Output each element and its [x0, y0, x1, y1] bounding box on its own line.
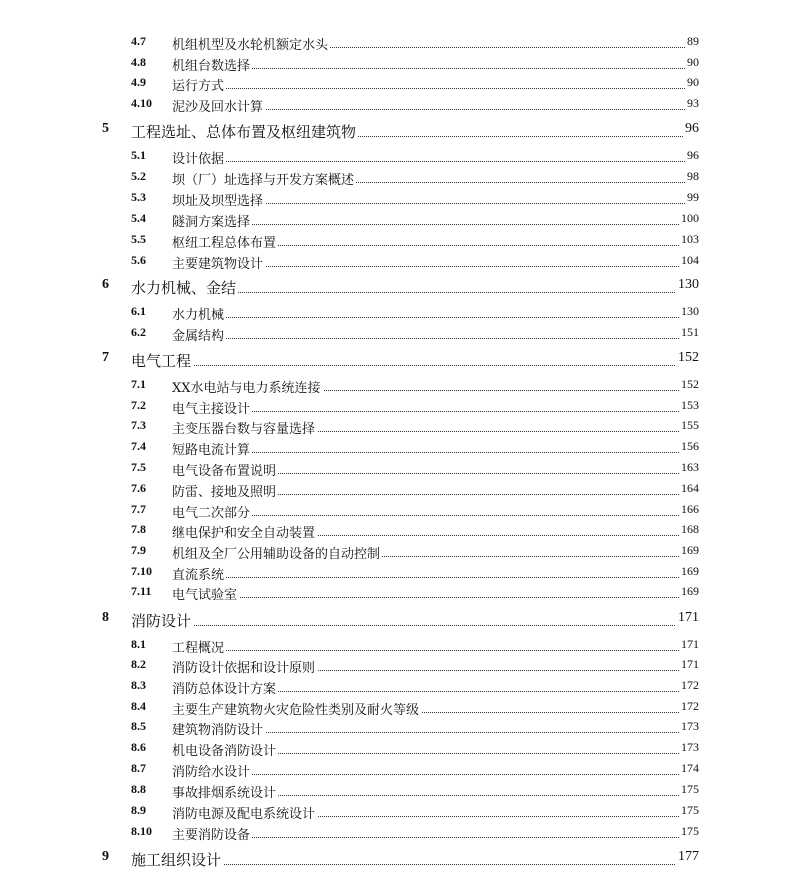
- toc-section-entry[interactable]: [0, 543, 795, 562]
- toc-entry-page-number: 152: [678, 350, 699, 365]
- toc-section-entry[interactable]: [0, 740, 795, 759]
- toc-entry-title: 消防设计依据和设计原则: [172, 657, 317, 676]
- toc-entry-page-number: 169: [681, 543, 699, 557]
- toc-entry-title: 事故排烟系统设计: [172, 782, 278, 801]
- toc-entry-page-number: 175: [681, 824, 699, 838]
- toc-chapter-entry[interactable]: [0, 277, 795, 295]
- toc-entry-number: 7.5: [131, 460, 146, 474]
- toc-entry-page-number: 175: [681, 803, 699, 817]
- toc-entry-number: 5: [102, 121, 109, 136]
- toc-entry-title: 机组机型及水轮机额定水头: [172, 34, 330, 53]
- toc-entry-page-number: 171: [681, 657, 699, 671]
- toc-entry-number: 5.6: [131, 253, 146, 267]
- toc-entry-title: 电气主接设计: [172, 398, 252, 417]
- toc-section-entry[interactable]: [0, 232, 795, 251]
- toc-entry-number: 8.2: [131, 657, 146, 671]
- toc-entry-title: 泥沙及回水计算: [172, 96, 265, 115]
- toc-entry-title: 防雷、接地及照明: [172, 481, 278, 500]
- toc-entry-page-number: 93: [687, 96, 699, 110]
- toc-dot-leader: [172, 596, 695, 598]
- toc-chapter-entry[interactable]: [0, 610, 795, 628]
- toc-dot-leader: [172, 87, 695, 89]
- toc-section-entry[interactable]: [0, 657, 795, 676]
- toc-section-entry[interactable]: [0, 637, 795, 656]
- toc-chapter-entry[interactable]: [0, 849, 795, 867]
- toc-section-entry[interactable]: [0, 460, 795, 479]
- toc-entry-number: 8: [102, 610, 109, 625]
- toc-entry-page-number: 171: [678, 610, 699, 625]
- toc-entry-title: 消防设计: [131, 612, 192, 630]
- toc-section-entry[interactable]: [0, 502, 795, 521]
- toc-entry-page-number: 96: [687, 148, 699, 162]
- toc-section-entry[interactable]: [0, 584, 795, 603]
- toc-chapter-entry[interactable]: [0, 121, 795, 139]
- toc-section-entry[interactable]: [0, 761, 795, 780]
- toc-entry-number: 7.11: [131, 584, 152, 598]
- toc-entry-page-number: 175: [681, 782, 699, 796]
- toc-entry-page-number: 151: [681, 325, 699, 339]
- toc-entry-page-number: 103: [681, 232, 699, 246]
- toc-entry-number: 8.10: [131, 824, 152, 838]
- toc-entry-title: 工程选址、总体布置及枢纽建筑物: [131, 123, 357, 141]
- toc-section-entry[interactable]: [0, 190, 795, 209]
- toc-entry-title: 水力机械、金结: [131, 279, 237, 297]
- toc-section-entry[interactable]: [0, 481, 795, 500]
- toc-dot-leader: [131, 624, 695, 626]
- toc-entry-page-number: 164: [681, 481, 699, 495]
- toc-entry-number: 4.8: [131, 55, 146, 69]
- toc-section-entry[interactable]: [0, 803, 795, 822]
- toc-entry-title: 运行方式: [172, 75, 226, 94]
- toc-entry-title: XX水电站与电力系统连接: [172, 377, 323, 396]
- toc-entry-title: 机组及全厂公用辅助设备的自动控制: [172, 543, 382, 562]
- toc-section-entry[interactable]: [0, 169, 795, 188]
- toc-entry-title: 机电设备消防设计: [172, 740, 278, 759]
- toc-entry-title: 坝址及坝型选择: [172, 190, 265, 209]
- toc-entry-title: 继电保护和安全自动装置: [172, 522, 317, 541]
- toc-entry-number: 5.5: [131, 232, 146, 246]
- toc-section-entry[interactable]: [0, 699, 795, 718]
- toc-entry-title: 电气工程: [131, 352, 192, 370]
- toc-entry-number: 7.10: [131, 564, 152, 578]
- toc-entry-title: 枢纽工程总体布置: [172, 232, 278, 251]
- toc-chapter-entry[interactable]: [0, 350, 795, 368]
- toc-entry-title: 短路电流计算: [172, 439, 252, 458]
- toc-entry-page-number: 174: [681, 761, 699, 775]
- toc-section-entry[interactable]: [0, 824, 795, 843]
- toc-dot-leader: [172, 160, 695, 162]
- toc-entry-page-number: 173: [681, 719, 699, 733]
- toc-section-entry[interactable]: [0, 719, 795, 738]
- toc-entry-title: 消防总体设计方案: [172, 678, 278, 697]
- toc-entry-page-number: 172: [681, 678, 699, 692]
- toc-section-entry[interactable]: [0, 55, 795, 74]
- toc-entry-page-number: 177: [678, 849, 699, 864]
- toc-entry-title: 隧洞方案选择: [172, 211, 252, 230]
- toc-entry-number: 8.8: [131, 782, 146, 796]
- toc-entry-number: 7.6: [131, 481, 146, 495]
- toc-section-entry[interactable]: [0, 377, 795, 396]
- toc-dot-leader: [172, 649, 695, 651]
- toc-entry-page-number: 130: [681, 304, 699, 318]
- toc-section-entry[interactable]: [0, 75, 795, 94]
- toc-entry-number: 6.1: [131, 304, 146, 318]
- toc-entry-number: 7.9: [131, 543, 146, 557]
- toc-entry-title: 工程概况: [172, 637, 226, 656]
- toc-section-entry[interactable]: [0, 34, 795, 53]
- toc-entry-number: 6.2: [131, 325, 146, 339]
- toc-entry-number: 4.7: [131, 34, 146, 48]
- toc-dot-leader: [172, 576, 695, 578]
- toc-section-entry[interactable]: [0, 304, 795, 323]
- toc-entry-number: 5.3: [131, 190, 146, 204]
- toc-entry-title: 直流系统: [172, 564, 226, 583]
- toc-entry-page-number: 153: [681, 398, 699, 412]
- toc-entry-title: 消防给水设计: [172, 761, 252, 780]
- toc-entry-number: 8.7: [131, 761, 146, 775]
- toc-entry-title: 水力机械: [172, 304, 226, 323]
- toc-section-entry[interactable]: [0, 439, 795, 458]
- toc-entry-title: 主要建筑物设计: [172, 253, 265, 272]
- toc-section-entry[interactable]: [0, 148, 795, 167]
- toc-section-entry[interactable]: [0, 211, 795, 230]
- toc-entry-page-number: 168: [681, 522, 699, 536]
- toc-entry-page-number: 89: [687, 34, 699, 48]
- toc-entry-page-number: 104: [681, 253, 699, 267]
- toc-entry-page-number: 130: [678, 277, 699, 292]
- toc-entry-title: 电气二次部分: [172, 502, 252, 521]
- toc-entry-page-number: 166: [681, 502, 699, 516]
- toc-section-entry[interactable]: [0, 325, 795, 344]
- toc-entry-number: 7: [102, 350, 109, 365]
- toc-entry-page-number: 156: [681, 439, 699, 453]
- toc-entry-number: 7.7: [131, 502, 146, 516]
- toc-section-entry[interactable]: [0, 782, 795, 801]
- toc-entry-title: 设计依据: [172, 148, 226, 167]
- toc-section-entry[interactable]: [0, 564, 795, 583]
- toc-entry-number: 7.8: [131, 522, 146, 536]
- toc-entry-number: 9: [102, 849, 109, 864]
- toc-entry-page-number: 99: [687, 190, 699, 204]
- toc-entry-number: 4.10: [131, 96, 152, 110]
- toc-entry-number: 8.5: [131, 719, 146, 733]
- toc-dot-leader: [172, 316, 695, 318]
- toc-entry-number: 7.2: [131, 398, 146, 412]
- toc-entry-title: 主要生产建筑物火灾危险性类别及耐火等级: [172, 699, 421, 718]
- toc-dot-leader: [172, 337, 695, 339]
- toc-section-entry[interactable]: [0, 522, 795, 541]
- toc-entry-title: 消防电源及配电系统设计: [172, 803, 317, 822]
- toc-entry-number: 5.2: [131, 169, 146, 183]
- toc-entry-number: 8.4: [131, 699, 146, 713]
- toc-entry-title: 电气试验室: [172, 584, 239, 603]
- toc-entry-page-number: 152: [681, 377, 699, 391]
- toc-entry-title: 建筑物消防设计: [172, 719, 265, 738]
- toc-entry-number: 5.1: [131, 148, 146, 162]
- toc-entry-number: 8.1: [131, 637, 146, 651]
- toc-entry-number: 7.3: [131, 418, 146, 432]
- toc-section-entry[interactable]: [0, 678, 795, 697]
- toc-entry-page-number: 171: [681, 637, 699, 651]
- toc-entry-number: 5.4: [131, 211, 146, 225]
- toc-entry-number: 8.9: [131, 803, 146, 817]
- toc-entry-number: 6: [102, 277, 109, 292]
- toc-entry-number: 7.4: [131, 439, 146, 453]
- toc-entry-page-number: 172: [681, 699, 699, 713]
- toc-entry-number: 8.3: [131, 678, 146, 692]
- toc-entry-title: 机组台数选择: [172, 55, 252, 74]
- toc-section-entry[interactable]: [0, 398, 795, 417]
- toc-entry-page-number: 96: [685, 121, 699, 136]
- toc-section-entry[interactable]: [0, 418, 795, 437]
- toc-entry-title: 主要消防设备: [172, 824, 252, 843]
- toc-section-entry[interactable]: [0, 96, 795, 115]
- toc-entry-number: 7.1: [131, 377, 146, 391]
- toc-section-entry[interactable]: [0, 253, 795, 272]
- toc-entry-page-number: 98: [687, 169, 699, 183]
- toc-entry-title: 金属结构: [172, 325, 226, 344]
- toc-entry-page-number: 163: [681, 460, 699, 474]
- toc-entry-page-number: 169: [681, 564, 699, 578]
- toc-entry-title: 施工组织设计: [131, 851, 222, 869]
- toc-entry-title: 坝（厂）址选择与开发方案概述: [172, 169, 356, 188]
- toc-entry-page-number: 90: [687, 55, 699, 69]
- toc-entry-page-number: 169: [681, 584, 699, 598]
- toc-entry-page-number: 100: [681, 211, 699, 225]
- toc-dot-leader: [131, 364, 695, 366]
- toc-entry-page-number: 90: [687, 75, 699, 89]
- toc-entry-page-number: 173: [681, 740, 699, 754]
- toc-entry-title: 电气设备布置说明: [172, 460, 278, 479]
- toc-entry-number: 8.6: [131, 740, 146, 754]
- toc-entry-title: 主变压器台数与容量选择: [172, 418, 317, 437]
- toc-entry-page-number: 155: [681, 418, 699, 432]
- toc-entry-number: 4.9: [131, 75, 146, 89]
